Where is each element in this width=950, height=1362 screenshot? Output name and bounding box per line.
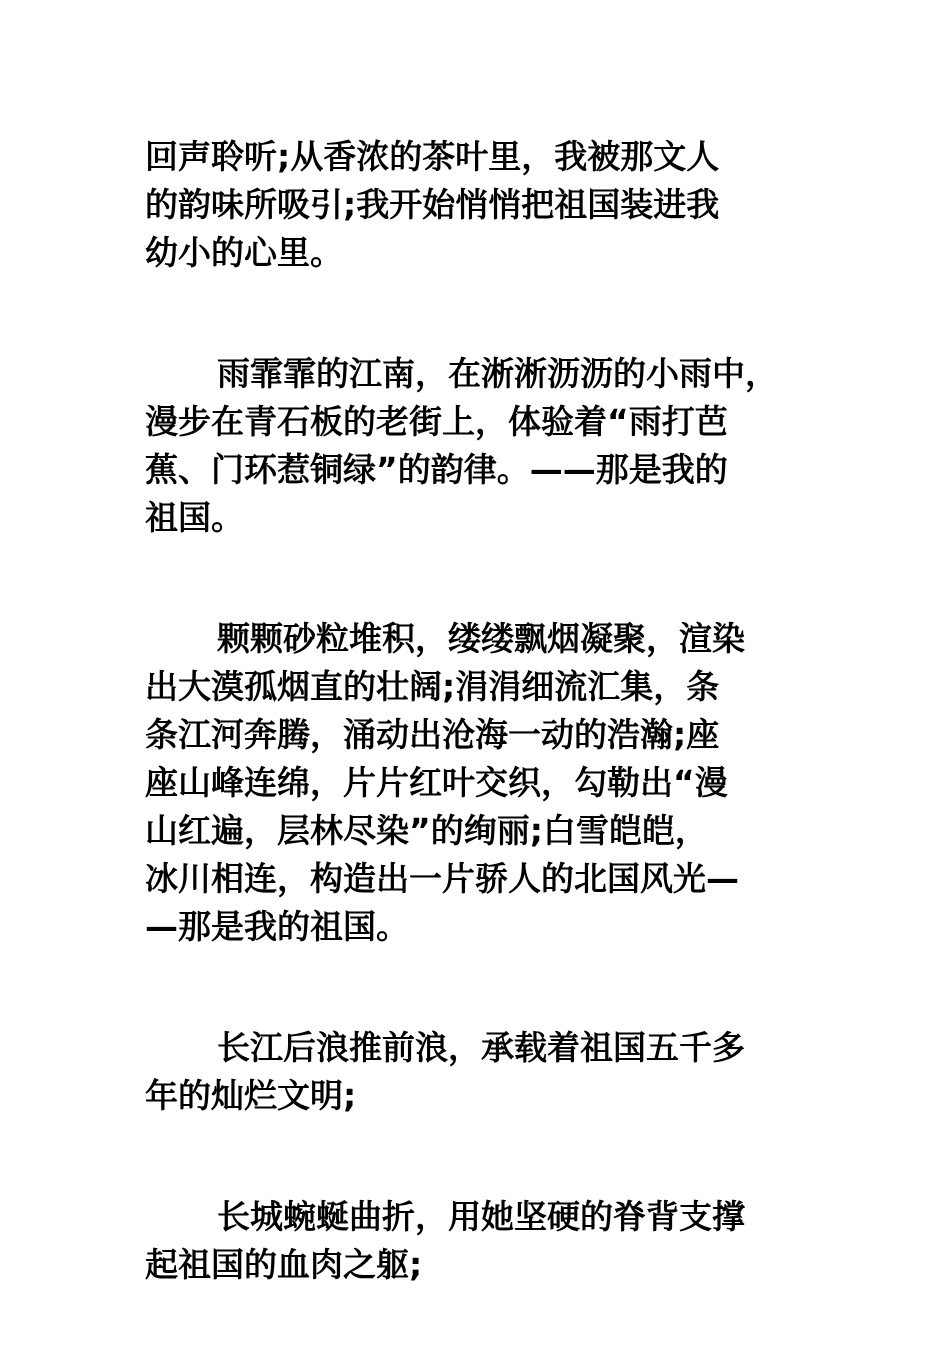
text-line: 幼小的心里。 <box>145 233 343 272</box>
text-line: —那是我的祖国。 <box>145 907 409 946</box>
text-line: 回声聆听;从香浓的茶叶里，我被那文人 <box>145 137 720 176</box>
paragraph-4 <box>145 1024 805 1120</box>
paragraph-1 <box>145 133 805 277</box>
text-line: 蕉、门环惹铜绿”的韵律。——那是我的 <box>145 450 728 489</box>
text-line: 年的灿烂文明; <box>145 1076 357 1115</box>
text-line: 漫步在青石板的老街上，体验着“雨打芭 <box>145 402 728 441</box>
text-line: 长城蜿蜒曲折，用她坚硬的脊背支撑 <box>217 1197 745 1236</box>
text-line: 条江河奔腾，涌动出沧海一动的浩瀚;座 <box>145 715 720 754</box>
paragraph-5 <box>145 1193 805 1289</box>
text-line: 座山峰连绵，片片红叶交织，勾勒出“漫 <box>145 763 728 802</box>
text-line: 颗颗砂粒堆积，缕缕飘烟凝聚，渲染 <box>217 619 745 658</box>
paragraph-3 <box>145 615 805 951</box>
text-line: 山红遍，层林尽染”的绚丽;白雪皑皑， <box>145 811 708 850</box>
text-line: 祖国。 <box>145 498 244 537</box>
text-line: 出大漠孤烟直的壮阔;涓涓细流汇集，条 <box>145 667 720 706</box>
text-line: 冰川相连，构造出一片骄人的北国风光— <box>145 859 739 898</box>
text-line: 长江后浪推前浪，承载着祖国五千多 <box>217 1028 745 1067</box>
text-line: 的韵味所吸引;我开始悄悄把祖国装进我 <box>145 185 720 224</box>
text-line: 雨霏霏的江南，在淅淅沥沥的小雨中， <box>217 354 778 393</box>
text-line: 起祖国的血肉之躯; <box>145 1245 423 1284</box>
paragraph-2 <box>145 350 805 542</box>
body-text <box>145 133 805 1362</box>
